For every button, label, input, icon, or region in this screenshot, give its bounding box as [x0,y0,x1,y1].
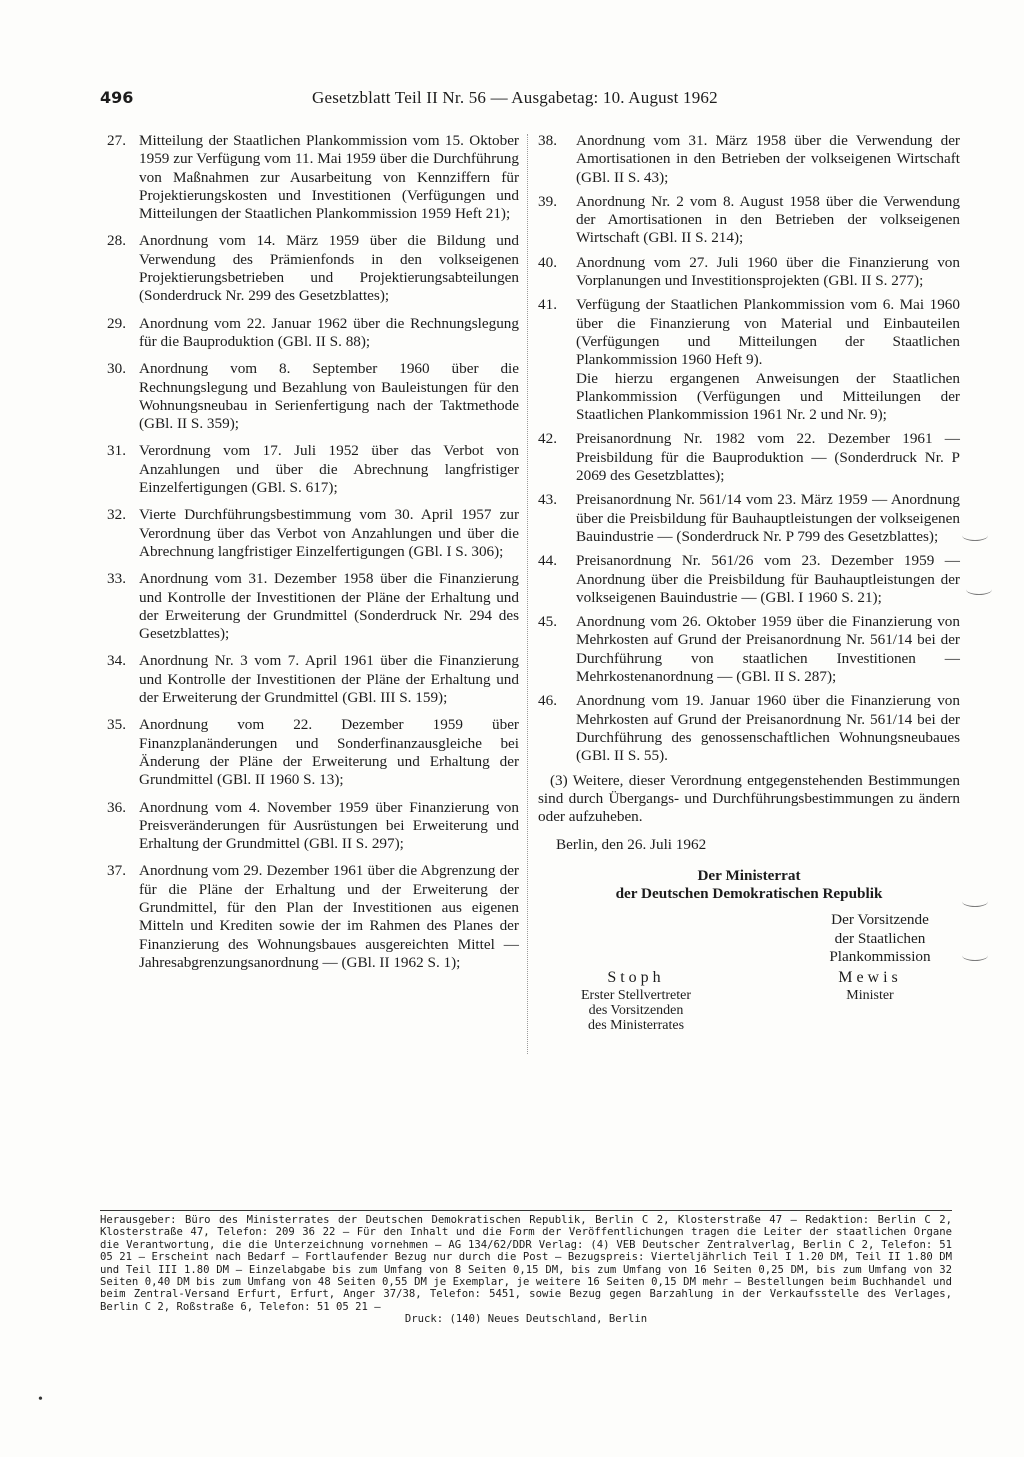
imprint-print-line: Druck: (140) Neues Deutschland, Berlin [404,1313,648,1326]
item-number: 46. [538,692,557,710]
list-item [107,315,519,352]
signer-title: des Ministerrates [587,1017,685,1033]
item-text: Anordnung vom 22. Januar 1962 über die Rechnungslegung für die Bauproduktion (GBl. II S. 88); [139,314,519,350]
item-text: Vierte Durchführungsbestimmung vom 30. April 1957 zur Verordnung über das Verbot von Anzahlungen und über die Abrechnung langfristiger Einzelfertigungen (GBl. I S. 306); [139,506,519,560]
chair-title-line: der Staatlichen [834,929,926,947]
left-column [107,132,519,981]
item-number: 29. [107,314,126,332]
item-text: Anordnung vom 31. Dezember 1958 über die Finanzierung und Kontrolle der Investitionen der Pläne der Erhaltung und der Erweiterung der Grundmittel (Sonderdruck Nr. 294 des Gesetzblattes); [139,570,519,643]
signers [538,911,960,1071]
ink-speck: • [38,1392,43,1407]
list-item [538,491,960,546]
item-text: Mitteilung der Staatlichen Plankommission vom 15. Oktober 1959 zur Verfügung vom 11. Mai 1959 über die Durchführung von Maßnahmen zur Ausarbeitung von Kennziffern für Projektierungskosten und Investitionen (Verfügungen und Mitteilungen der Staatlichen Plankommission 1959 Heft 21); [139,132,519,223]
signer-mewis [790,969,950,1002]
margin-mark [962,896,988,907]
signer-title: Erster Stellvertreter [580,987,691,1003]
council-name-line1: Der Ministerrat [697,866,801,884]
list-item [107,716,519,789]
list-item [538,430,960,485]
item-number: 28. [107,232,126,250]
item-number: 44. [538,552,557,570]
item-text: Preisanordnung Nr. 561/14 vom 23. März 1959 — Anordnung über die Preisbildung für Bauhauptleistungen der volkseigenen Bauindustrie — (Sonderdruck Nr. P 799 des Gesetzblattes); [576,491,960,545]
signer-name: Stoph [607,969,665,987]
item-text: Preisanordnung Nr. 1982 vom 22. Dezember 1961 — Preisbildung für die Bauproduktion — (Sonderdruck Nr. P 2069 des Gesetzblattes); [576,430,960,485]
signer-title: des Vorsitzenden [588,1002,684,1018]
item-number: 31. [107,442,126,460]
item-text: Anordnung vom 31. März 1958 über die Verwendung der Amortisationen in den Betrieben der volkseigenen Wirtschaft (GBl. II S. 43); [576,132,960,186]
list-item [538,254,960,291]
item-text: Anordnung vom 14. März 1959 über die Bildung und Verwendung des Prämienfonds in den volkseigenen Projektierungsbetrieben und Projektierungsabteilungen (Sonderdruck Nr. 299 des Gesetzblattes); [139,232,519,305]
item-number: 35. [107,716,126,734]
list-item [538,296,960,369]
place-date: Berlin, den 26. Juli 1962 [556,836,707,854]
item-number: 41. [538,296,557,314]
list-item [107,442,519,497]
margin-mark [966,584,992,595]
item-text: Verfügung der Staatlichen Plankommission vom 6. Mai 1960 über die Finanzierung von Material und Einbauteilen (Verfügungen und Mitteilungen der Staatlichen Plankommission 1960 Heft 9). [576,296,960,369]
item-number: 27. [107,132,126,149]
item-number: 37. [107,862,126,880]
item-number: 33. [107,570,126,588]
list-item [538,552,960,607]
item-number: 45. [538,613,557,631]
closing-paragraph: (3) Weitere, dieser Verordnung entgegenstehenden Bestimmungen sind durch Übergangs- und Durchführungsbestimmungen zu ändern oder aufzuheben. [538,771,960,826]
list-item [538,692,960,765]
signer-title: Minister [846,987,894,1003]
item-number: 30. [107,360,126,378]
signature-block [538,867,960,1072]
item-text: Anordnung vom 26. Oktober 1959 über die Finanzierung von Mehrkosten auf Grund der Preisanordnung Nr. 561/14 bei der Durchführung von staatlichen Investitionen — Mehrkostenanordnung — (GBl. II S. 287); [576,613,960,686]
item-text: Preisanordnung Nr. 561/26 vom 23. Dezember 1959 — Anordnung über die Preisbildung für Bauhauptleistungen der volkseigenen Bauindustrie — (GBl. I 1960 S. 21); [576,552,960,606]
chair-title-line: Der Vorsitzende [831,911,929,929]
list-item [107,232,519,305]
page-number: 496 [100,88,134,107]
item-text: Anordnung vom 8. September 1960 über die Rechnungslegung und Bezahlung von Bauleistungen für den Wohnungsneubau in Serienfertigung nach der Taktmethode (GBl. II S. 359); [139,360,519,433]
imprint [100,1210,952,1326]
signer-chair-title [800,911,960,966]
list-item [538,613,960,686]
item-text: Anordnung Nr. 3 vom 7. April 1961 über die Finanzierung und Kontrolle der Investitionen der Pläne der Erhaltung und der Erweiterung der Grundmittel (GBl. III S. 159); [139,652,519,707]
list-item [107,132,519,223]
list-item [538,132,960,187]
item-text: Anordnung Nr. 2 vom 8. August 1958 über die Verwendung der Amortisationen in den Betrieben der volkseigenen Wirtschaft (GBl. II S. 214); [576,192,960,247]
imprint-text: Herausgeber: Büro des Ministerrates der Deutschen Demokratischen Republik, Berlin C 2, Klosterstraße 47 — Redaktion: Berlin C 2, Klosterstraße 47, Telefon: 209 36 22 — Für den Inhalt und die Form der Veröffentlichungen tragen die Leiter der staatlichen Organe die Verantwortung, die die Unterzeichnung vornehmen — AG 134/62/DDR Verlag: (4) VEB Deutscher Zentralverlag, Berlin C 2, Telefon: 51 05 21 — Erscheint nach Bedarf — Fortlaufender Bezug nur durch die Post — Bezugspreis: Vierteljährlich Teil I 1.20 DM, Teil II 1.80 DM und Teil III 1.80 DM — Einzelabgabe bis zum Umfang von 8 Seiten 0,15 DM, bis zum Umfang von 16 Seiten 0,25 DM, bis zum Umfang von 32 Seiten 0,40 DM bis zum Umfang von 48 Seiten 0,55 DM je Exemplar, je weitere 16 Seiten 0,15 DM mehr — Bestellungen beim Buchhandel und beim Zentral-Versand Erfurt, Erfurt, Anger 37/38, Telefon: 5451, sowie Bezug gegen Barzahlung in der Verkaufsstelle des Verlages, Berlin C 2, Roßstraße 6, Telefon: 51 05 21 — [100,1214,952,1313]
item-number: 42. [538,430,557,448]
item-text: Anordnung vom 27. Juli 1960 über die Finanzierung von Vorplanungen und Investitionsprojekten (GBl. II S. 277); [576,253,960,290]
list-item [538,193,960,248]
chair-title-line: Plankommission [829,947,931,965]
item-number: 32. [107,506,126,524]
list-item [107,862,519,972]
right-column [538,132,960,1071]
item-number: 38. [538,132,557,149]
item-number: 43. [538,491,557,509]
item-number: 39. [538,192,557,210]
list-item [107,799,519,854]
list-item [107,652,519,707]
item-text: Anordnung vom 22. Dezember 1959 über Finanzplanänderungen und Sonderfinanzausgleiche bei Änderung der Pläne der Erweiterung und Erhaltung der Grundmittel (GBl. II 1960 S. 13); [139,716,519,789]
item-41-continuation: Die hierzu ergangenen Anweisungen der Staatlichen Plankommission (Verfügungen und Mitteilungen der Staatlichen Plankommission 1961 Nr. 2 und Nr. 9); [576,369,960,424]
list-item [107,360,519,433]
list-item [107,570,519,643]
item-number: 34. [107,652,126,670]
margin-mark [962,530,988,541]
item-number: 36. [107,798,126,816]
signer-stoph [556,969,716,1032]
list-item [107,506,519,561]
signer-name: Mewis [838,969,902,987]
margin-mark [962,950,988,961]
item-text: Verordnung vom 17. Juli 1952 über das Verbot von Anzahlungen und über die Abrechnung langfristiger Einzelfertigungen (GBl. S. 617); [139,442,519,497]
item-number: 40. [538,253,557,271]
running-head: Gesetzblatt Teil II Nr. 56 — Ausgabetag: 10. August 1962 [312,88,718,107]
council-name-line2: der Deutschen Demokratischen Republik [615,884,883,902]
item-text: Anordnung vom 4. November 1959 über Finanzierung von Preisveränderungen für Ausrüstungen bei Erweiterung und Erhaltung der Grundmittel (GBl. II S. 297); [139,798,519,853]
item-text: Anordnung vom 19. Januar 1960 über die Finanzierung von Mehrkosten auf Grund der Preisanordnung Nr. 561/14 bei der Durchführung des genossenschaftlichen Wohnungsneubaues (GBl. II S. 55). [576,692,960,765]
item-text: Anordnung vom 29. Dezember 1961 über die Abgrenzung der für die Pläne der Erhaltung und der Erweiterung der Grundmittel, für den Plan der Investitionen aus eigenen Mitteln und Krediten sowie der im Rahmen des Planes der Finanzierung des Wohnungsbaues ausgereichten Mittel — Jahresabgrenzungsanordnung — (GBl. II 1962 S. 1); [139,862,519,971]
column-divider [527,134,528,1054]
